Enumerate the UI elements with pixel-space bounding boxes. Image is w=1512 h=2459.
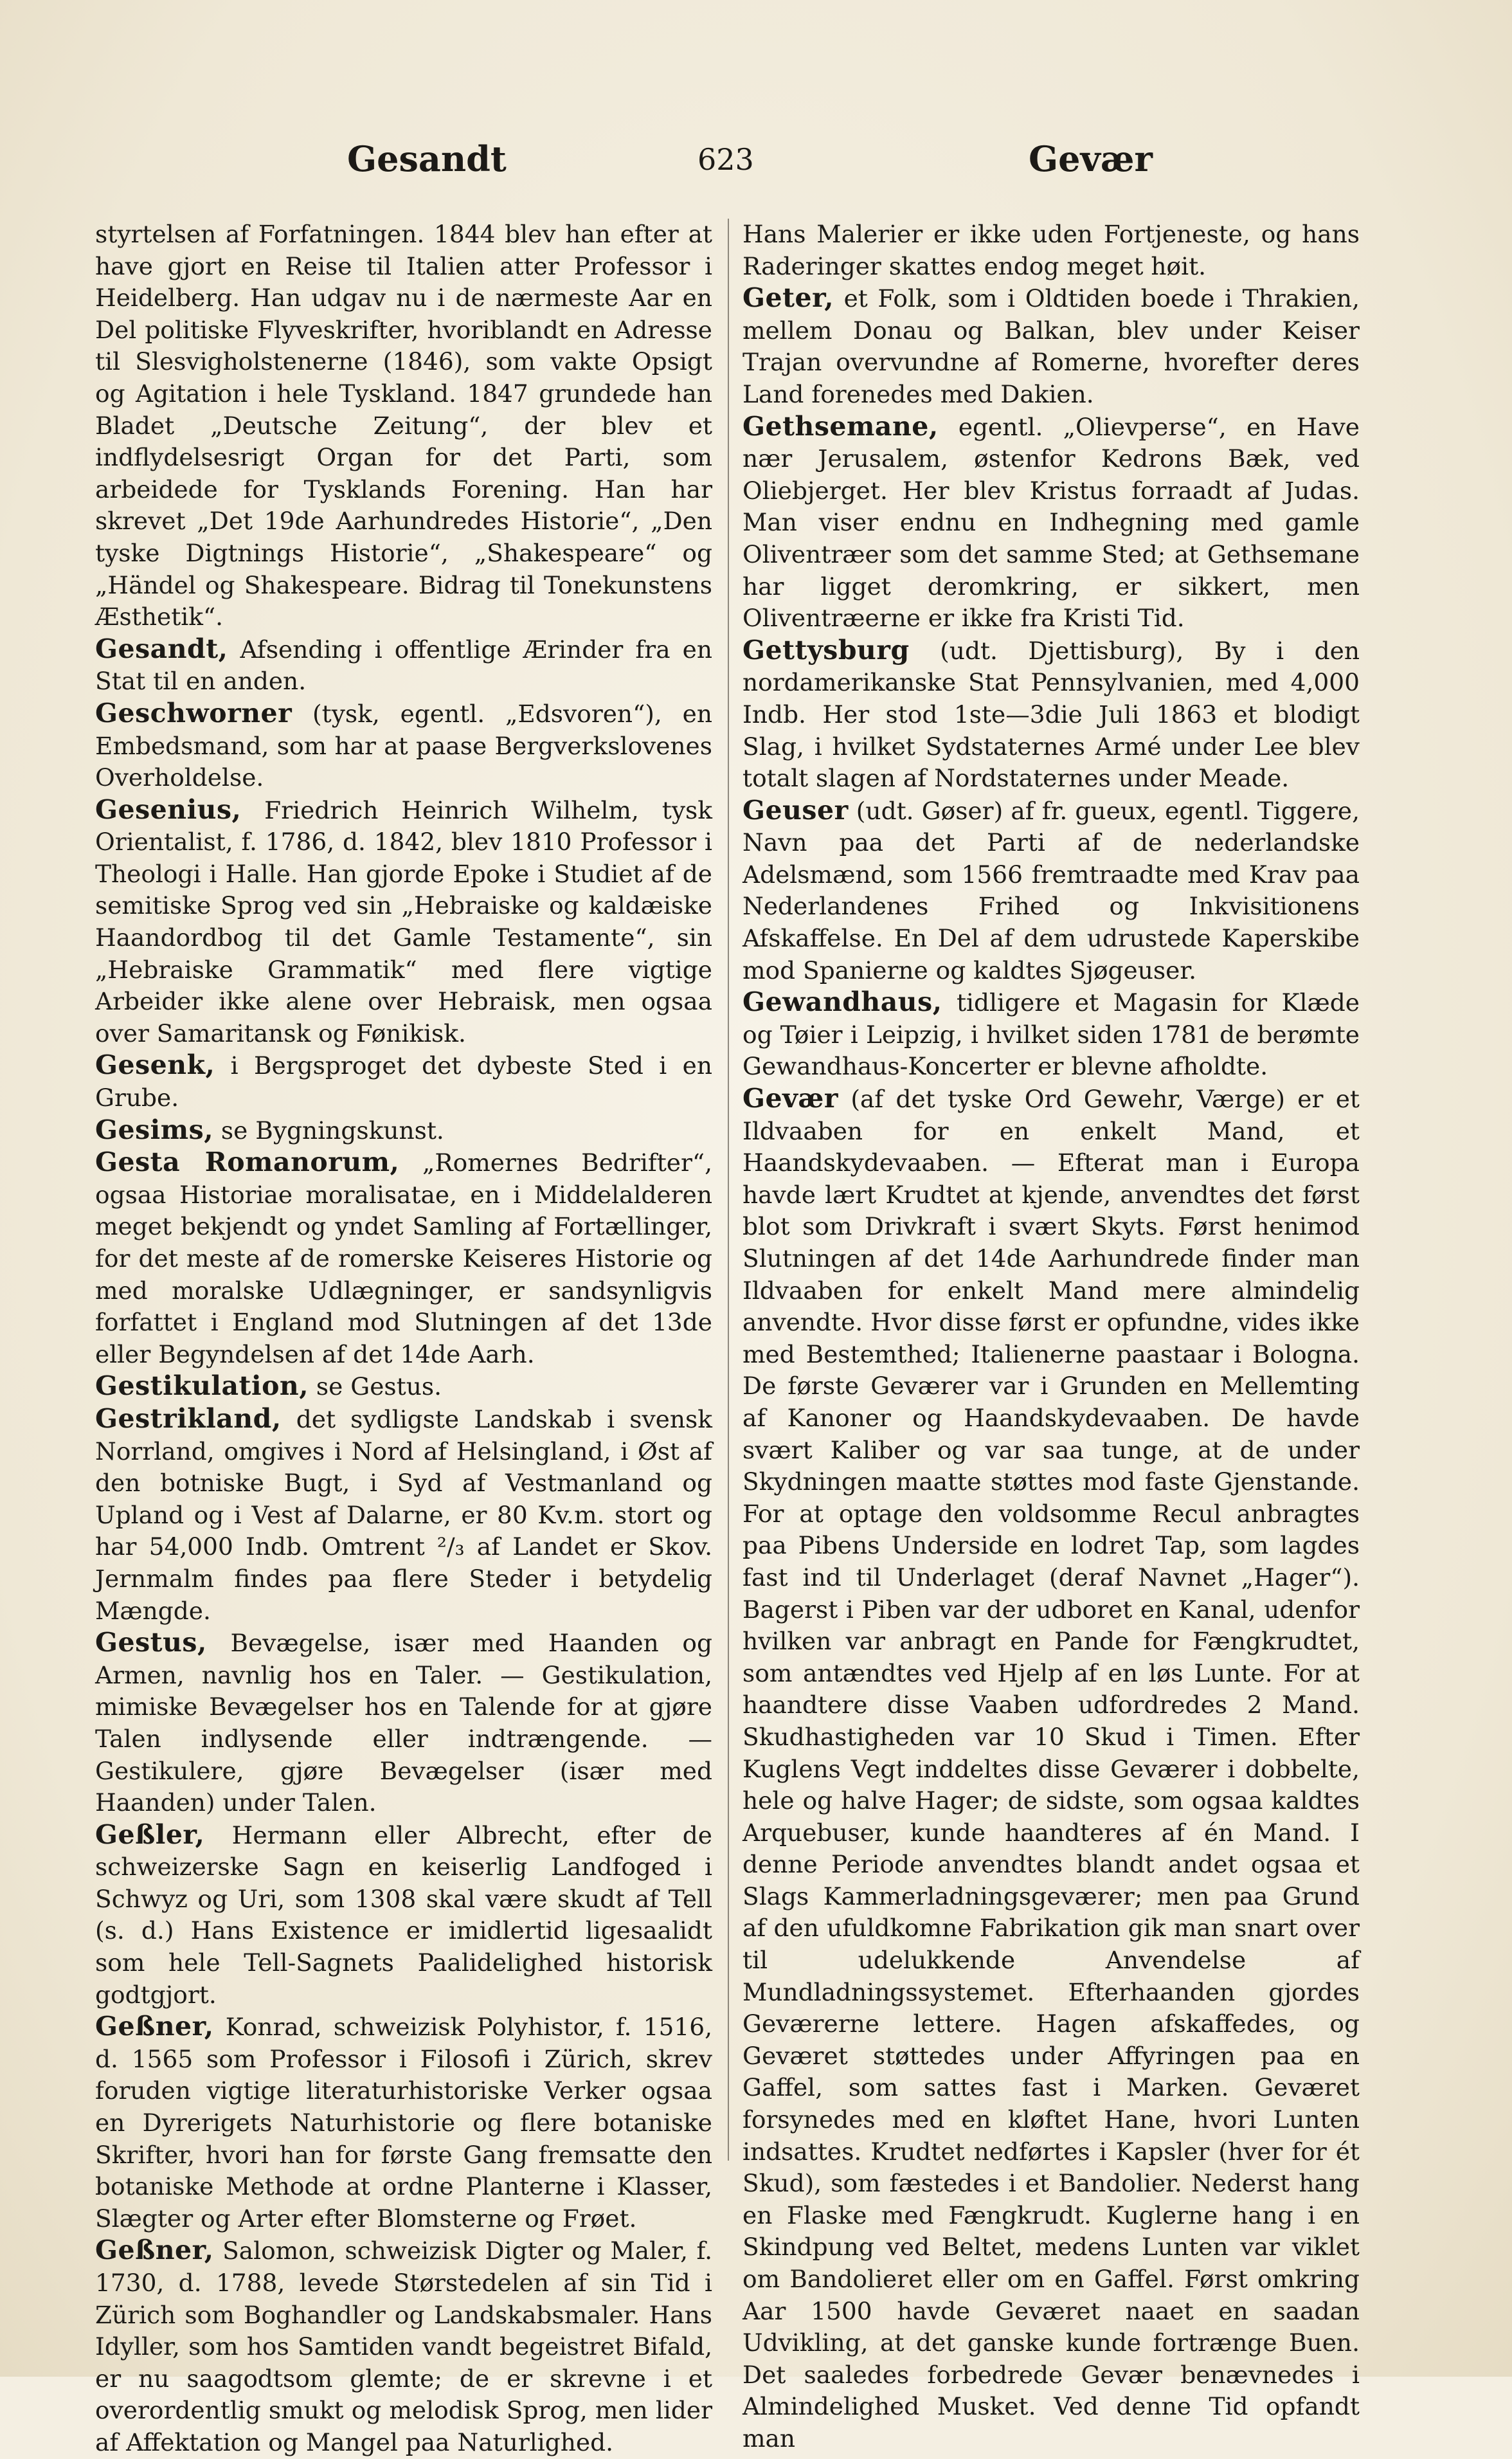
dictionary-entry — [95, 2235, 712, 2458]
dictionary-entry — [95, 1403, 712, 1627]
entry-headword: Geuser — [742, 794, 849, 826]
entry-text: det sydligste Landskab i svensk Norrland, omgives i Nord af Helsingland, i Øst af den botniske Bugt, i Syd af Vestmanland og Upland og i Vest af Dalarne, er 80 Kv.m. stort og har 54,000 Indb. Omtrent ²/₃ af Landet er Skov. Jernmalm findes paa flere Steder i betydelig Mængde. — [95, 1404, 712, 1625]
entry-headword: Gesta Romanorum, — [95, 1147, 400, 1178]
dictionary-entry — [95, 1370, 712, 1403]
entry-headword: Geschworner — [95, 697, 292, 729]
entry-text: tidligere et Magasin for Klæde og Tøier i Leipzig, i hvilket siden 1781 de berømte Gewandhaus-Koncerter er blevne afholdte. — [742, 988, 1360, 1081]
dictionary-entry — [95, 219, 712, 633]
dictionary-entry — [95, 1819, 712, 2011]
entry-headword: Gesenius, — [95, 794, 242, 825]
entry-text: (af det tyske Ord Gewehr, Værge) er et Ildvaaben for en enkelt Mand, et Haandskydevaaben. — Efterat man i Europa havde lært Krudtet at kjende, anvendtes det først blot som Drivkraft i svært Skyts. Først henimod Slutningen af det 14de Aarhundrede finder man Ildvaaben for enkelt Mand mere almindelig anvendte. Hvor disse først er opfundne, vides ikke med Bestemthed; Italienerne paastaar i Bologna. De første Geværer var i Grunden en Mellemting af Kanoner og Haandskydevaaben. De havde svært Kaliber og var saa tunge, at de under Skydningen maatte støttes mod faste Gjenstande. For at optage den voldsomme Recul anbragtes paa Pibens Underside en lodret Tap, som lagdes fast ind til Underlaget (deraf Navnet „Hager“). Bagerst i Piben var der udboret en Kanal, udenfor hvilken var anbragt en Pande for Fængkrudtet, som antændtes ved Hjelp af en løs Lunte. For at haandtere disse Vaaben udfordredes 2 Mand. Skudhastigheden var 10 Skud i Timen. Efter Kuglens Vegt inddeltes disse Geværer i dobbelte, hele og halve Hager; de sidste, som ogsaa kaldtes Arquebuser, kunde haandteres af én Mand. I denne Periode anvendtes blandt andet ogsaa et Slags Kammerladningsgeværer; men paa Grund af den ufuldkomne Fabrikation gik man snart over til udelukkende Anvendelse af Mundladningssystemet. Efterhaanden gjordes Geværerne lettere. Hagen afskaffedes, og Geværet støttedes under Affyringen paa en Gaffel, som sattes fast i Marken. Geværet forsynedes med en kløftet Hane, hvori Lunten indsattes. Krudtet nedførtes i Kapsler (hver for ét Skud), som fæstedes i et Bandolier. Nederst hang en Flaske med Fængkrudt. Kuglerne hang i en Skindpung ved Beltet, medens Lunten var viklet om Bandolieret eller om en Gaffel. Først omkring Aar 1500 havde Geværet naaet en saadan Udvikling, at det ganske kunde fortrænge Buen. Det saaledes forbedrede Gevær benævnedes i Almindelighed Musket. Ved denne Tid opfandt man — [742, 1085, 1360, 2453]
entry-headword: Gesandt, — [95, 633, 228, 664]
entry-text: et Folk, som i Oldtiden boede i Thrakien, mellem Donau og Balkan, blev under Keiser Trajan overvundne af Romerne, hvorefter deres Land forenedes med Dakien. — [742, 284, 1360, 408]
entry-headword: Gethsemane, — [742, 410, 939, 442]
dictionary-entry — [95, 794, 712, 1050]
entry-headword: Geter, — [742, 282, 834, 314]
dictionary-entry — [742, 1083, 1360, 2455]
dictionary-entry — [742, 986, 1360, 1083]
entry-text: „Romernes Bedrifter“, ogsaa Historiae moralisatae, en i Middelalderen meget bekjendt og yndet Samling af Fortællinger, for det meste af de romerske Keiseres Historie og med moralske Udlægninger, er sandsynligvis forfattet i England mod Slutningen af det 13de eller Begyndelsen af det 14de Aarh. — [95, 1148, 712, 1368]
entry-text: se Gestus. — [309, 1372, 442, 1401]
entry-headword: Gewandhaus, — [742, 986, 942, 1018]
entry-text: egentl. „Olievperse“, en Have nær Jerusalem, østenfor Kedrons Bæk, ved Oliebjerget. Her blev Kristus forraadt af Judas. Man viser endnu en Indhegning med gamle Oliventræer som det samme Sted; at Gethsemane har ligget deromkring, er sikkert, men Oliventræerne er ikke fra Kristi Tid. — [742, 412, 1360, 633]
entry-text: Salomon, schweizisk Digter og Maler, f. 1730, d. 1788, levede Størstedelen af sin Tid i Zürich som Boghandler og Landskabsmaler. Hans Idyller, som hos Samtiden vandt begeistret Bifald, er nu saagodtsom glemte; de er skrevne i et overordentlig smukt og melodisk Sprog, men lider af Affektation og Mangel paa Naturlighed. — [95, 2237, 712, 2456]
entry-text: Afsending i offentlige Ærinder fra en Stat til en anden. — [95, 635, 712, 696]
entry-headword: Gesims, — [95, 1114, 213, 1145]
column-divider — [728, 219, 729, 2161]
left-column — [95, 219, 712, 2459]
dictionary-entry — [95, 1114, 712, 1147]
entry-text: se Bygningskunst. — [213, 1116, 444, 1145]
dictionary-entry — [95, 1049, 712, 1114]
entry-text: Friedrich Heinrich Wilhelm, tysk Orientalist, f. 1786, d. 1842, blev 1810 Professor i Theologi i Halle. Han gjorde Epoke i Studiet af de semitiske Sprog ved sin „Hebraiske og kaldæiske Haandordbog til det Gamle Testamente“, sin „Hebraiske Grammatik“ med flere vigtige Arbeider ikke alene over Hebraisk, men ogsaa over Samaritansk og Fønikisk. — [95, 795, 712, 1048]
entry-headword: Gevær — [742, 1083, 839, 1114]
dictionary-entry — [95, 1147, 712, 1370]
entry-text: Konrad, schweizisk Polyhistor, f. 1516, d. 1565 som Professor i Filosofi i Zürich, skrev foruden vigtige literaturhistoriske Verker ogsaa en Dyrerigets Naturhistorie og flere botaniske Skrifter, hvori han for første Gang fremsatte den botaniske Methode at ordne Planterne i Klasser, Slægter og Arter efter Blomsterne og Frøet. — [95, 2013, 712, 2233]
dictionary-entry — [95, 1627, 712, 1819]
entry-text: styrtelsen af Forfatningen. 1844 blev han efter at have gjort en Reise til Italien atter Professor i Heidelberg. Han udgav nu i de nærmeste Aar en Del politiske Flyveskrifter, hvoriblandt en Adresse til Slesvigholstenerne (1846), som vakte Opsigt og Agitation i hele Tyskland. 1847 grundede han Bladet „Deutsche Zeitung“, der blev et indflydelsesrigt Organ for det Parti, som arbeidede for Tysklands Forening. Han har skrevet „Det 19de Aarhundredes Historie“, „Den tyske Digtnings Historie“, „Shakespeare“ og „Händel og Shakespeare. Bidrag til Tonekunstens Æsthetik“. — [95, 220, 712, 631]
entry-headword: Geßler, — [95, 1819, 205, 1850]
entry-text: Bevægelse, især med Haanden og Armen, navnlig hos en Taler. — Gestikulation, mimiske Bevægelser hos en Talende for at gjøre Talen indlysende eller indtrængende. — Gestikulere, gjøre Bevægelser (især med Haanden) under Talen. — [95, 1629, 712, 1817]
page-number: 623 — [698, 142, 754, 177]
dictionary-entry — [742, 282, 1360, 410]
dictionary-entry — [742, 219, 1360, 282]
entry-headword: Gesenk, — [95, 1049, 215, 1081]
entry-headword: Geßner, — [95, 2011, 214, 2042]
header-right-guide-word: Gevær — [1029, 138, 1153, 179]
dictionary-entry — [95, 698, 712, 794]
dictionary-entry — [95, 633, 712, 698]
page-header — [96, 138, 1364, 190]
dictionary-entry — [742, 411, 1360, 635]
entry-headword: Gestus, — [95, 1627, 207, 1658]
dictionary-entry — [95, 2011, 712, 2235]
entry-headword: Gettysburg — [742, 634, 910, 666]
dictionary-entry — [742, 795, 1360, 987]
entry-text: (tysk, egentl. „Edsvoren“), en Embedsmand, som har at paase Bergverkslovenes Overholdelse. — [95, 699, 712, 792]
entry-text: (udt. Djettisburg), By i den nordamerikanske Stat Pennsylvanien, med 4,000 Indb. Her stod 1ste—3die Juli 1863 et blodigt Slag, i hvilket Sydstaternes Armé under Lee blev totalt slagen af Nordstaternes under Meade. — [742, 636, 1360, 793]
dictionary-entry — [742, 635, 1360, 795]
entry-headword: Geßner, — [95, 2235, 214, 2266]
entry-headword: Gestikulation, — [95, 1370, 309, 1402]
entry-text: Hermann eller Albrecht, efter de schweizerske Sagn en keiserlig Landfoged i Schwyz og Uri, som 1308 skal være skudt af Tell (s. d.) Hans Existence er imidlertid ligesaalidt som hele Tell-Sagnets Paalidelighed historisk godtgjort. — [95, 1820, 712, 2009]
entry-text: Hans Malerier er ikke uden Fortjeneste, og hans Raderinger skattes endog meget høit. — [742, 220, 1360, 280]
right-column — [742, 219, 1360, 2455]
header-left-guide-word: Gesandt — [347, 138, 507, 179]
entry-text: i Bergsproget det dybeste Sted i en Grube. — [95, 1051, 712, 1112]
entry-headword: Gestrikland, — [95, 1402, 282, 1434]
entry-text: (udt. Gøser) af fr. gueux, egentl. Tiggere, Navn paa det Parti af de nederlandske Adelsmænd, som 1566 fremtraadte med Krav paa Nederlandenes Frihed og Inkvisitionens Afskaffelse. En Del af dem udrustede Kaperskibe mod Spanierne og kaldtes Sjøgeuser. — [742, 796, 1360, 985]
